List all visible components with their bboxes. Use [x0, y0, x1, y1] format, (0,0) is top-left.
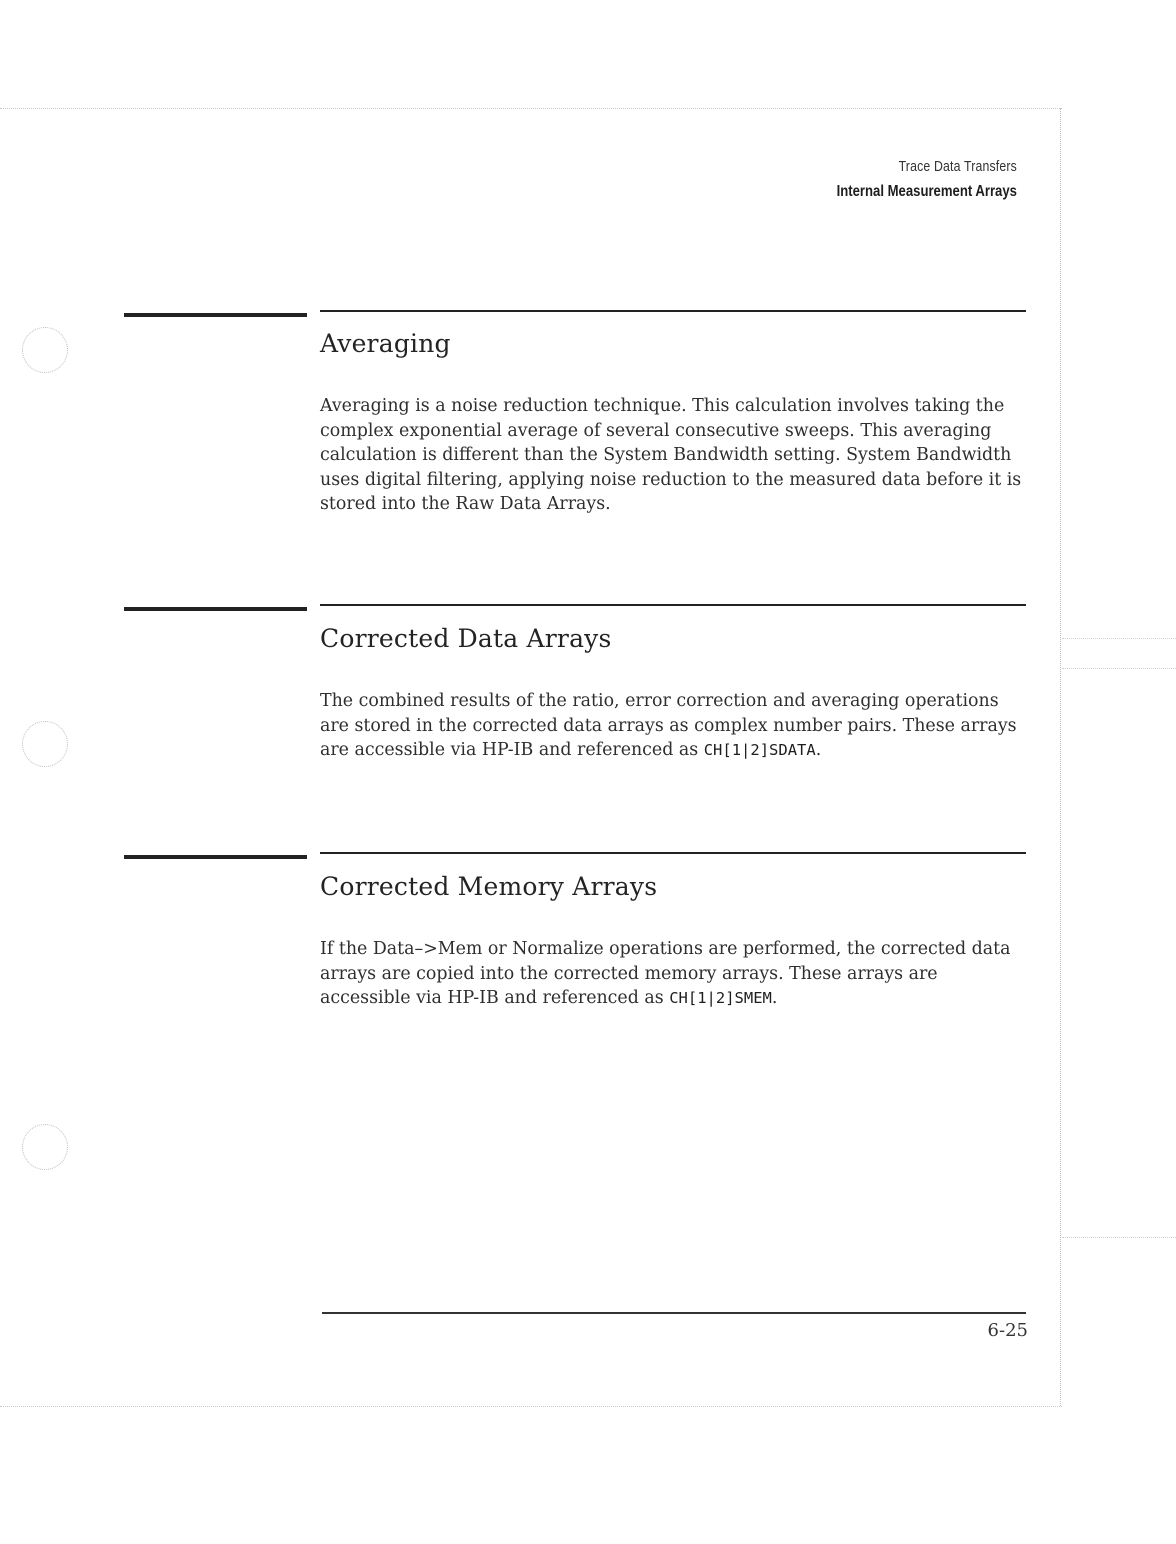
paragraph-text: The combined results of the ratio, error correction and averaging operations are stored in the corrected data arrays as complex number pairs. These arrays are accessible via HP-IB and referenced as — [320, 691, 1017, 760]
punch-hole — [22, 1124, 68, 1170]
paragraph-text: Averaging is a noise reduction technique. This calculation involves taking the complex exponential average of several consecutive sweeps. This averaging calculation is different than the System Bandwidth setting. System Bandwidth uses digital filtering, applying noise reduction to the measured data before it is stored into the Raw Data Arrays. — [320, 396, 1022, 514]
section-rule-right — [320, 604, 1026, 606]
section-title-header: Internal Measurement Arrays — [836, 183, 1017, 200]
page-number: 6-25 — [987, 1320, 1028, 1341]
page-edge-right — [1060, 108, 1061, 1406]
section-rule-right — [320, 310, 1026, 312]
punch-hole — [22, 327, 68, 373]
paragraph-end: . — [771, 988, 778, 1008]
page-edge-top — [0, 108, 1062, 109]
tab-divider-line — [1062, 638, 1176, 639]
hpib-command-code: CH[1|2]SMEM — [669, 989, 772, 1007]
footer-rule — [322, 1312, 1026, 1314]
chapter-title: Trace Data Transfers — [898, 158, 1017, 175]
hpib-command-code: CH[1|2]SDATA — [703, 741, 816, 759]
section-paragraph — [320, 937, 1028, 1011]
section-heading: Averaging — [320, 329, 451, 358]
section-paragraph — [320, 689, 1028, 763]
section-rule-left — [124, 313, 307, 317]
punch-hole — [22, 721, 68, 767]
section-paragraph — [320, 394, 1028, 517]
section-rule-left — [124, 855, 307, 859]
tab-divider-line — [1062, 1237, 1176, 1238]
paragraph-end: . — [815, 740, 822, 760]
running-header — [797, 158, 1017, 201]
paragraph-text: If the Data–>Mem or Normalize operations are performed, the corrected data arrays are copied into the corrected memory arrays. These arrays are accessible via HP-IB and referenced as — [320, 939, 1011, 1008]
tab-divider-line — [1062, 668, 1176, 669]
page-edge-bottom — [0, 1406, 1062, 1407]
section-heading: Corrected Memory Arrays — [320, 872, 658, 901]
section-rule-right — [320, 852, 1026, 854]
section-rule-left — [124, 607, 307, 611]
section-heading: Corrected Data Arrays — [320, 624, 612, 653]
